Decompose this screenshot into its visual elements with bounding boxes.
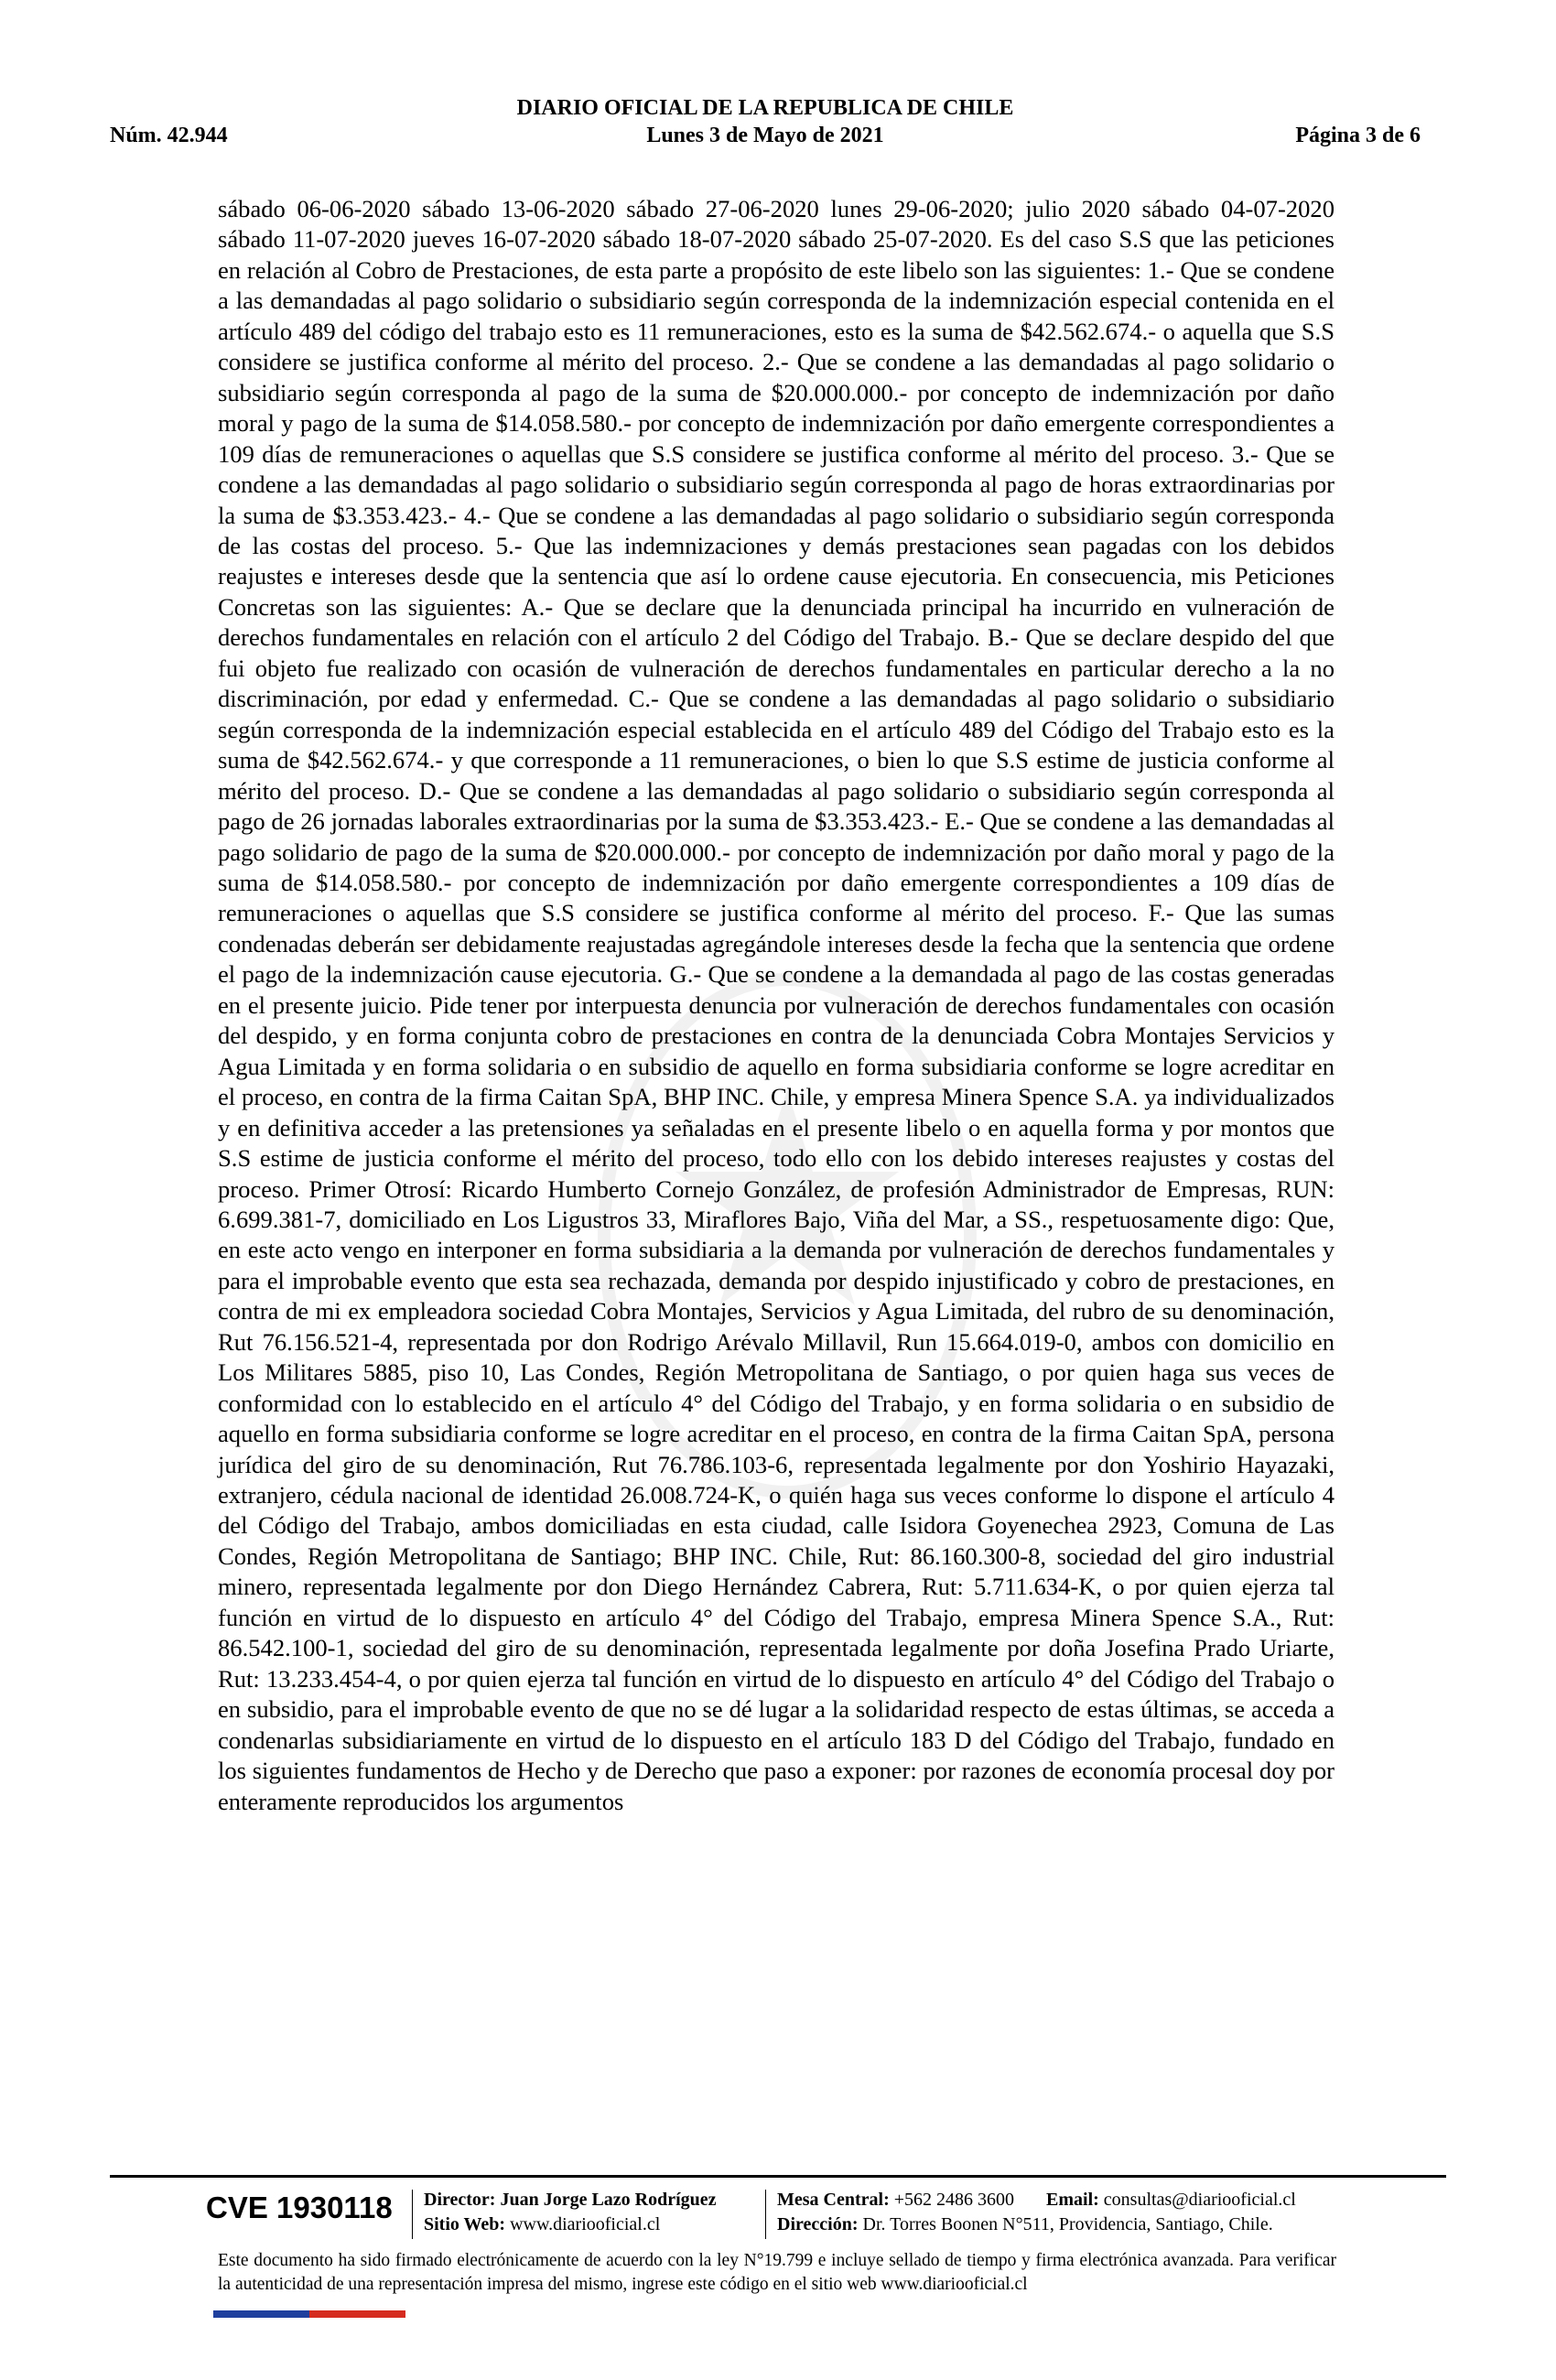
- phone-label: Mesa Central:: [777, 2190, 890, 2210]
- footer-contact-block: [777, 2188, 1296, 2237]
- address-label: Dirección:: [777, 2214, 859, 2234]
- footer-separator: [765, 2190, 766, 2239]
- page-number: Página 3 de 6: [1295, 124, 1421, 147]
- flag-red-segment: [309, 2310, 405, 2318]
- email-label: Email:: [1046, 2190, 1099, 2210]
- body-paragraph: sábado 06-06-2020 sábado 13-06-2020 sábado 27-06-2020 lunes 29-06-2020; julio 2020 sábado 04-07-2020 sábado 11-07-2020 jueves 16-07-2020 sábado 18-07-2020 sábado 25-07-2020. Es del caso S.S que las peticiones en relación al Cobro de Prestaciones, de esta parte a propósito de este libelo son las siguientes: 1.- Que se condene a las demandadas al pago solidario o subsidiario según corresponda de la indemnización especial contenida en el artículo 489 del código del trabajo esto es 11 remuneraciones, esto es la suma de $42.562.674.- o aquella que S.S considere se justifica conforme al mérito del proceso. 2.- Que se condene a las demandadas al pago solidario o subsidiario según corresponda al pago de la suma de $20.000.000.- por concepto de indemnización por daño moral y pago de la suma de $14.058.580.- por concepto de indemnización por daño emergente correspondientes a 109 días de remuneraciones o aquellas que S.S considere se justifica conforme al mérito del proceso. 3.- Que se condene a las demandadas al pago solidario o subsidiario según corresponda al pago de horas extraordinarias por la suma de $3.353.423.- 4.- Que se condene a las demandadas al pago solidario o subsidiario según corresponda de las costas del proceso. 5.- Que las indemnizaciones y demás prestaciones sean pagadas con los debidos reajustes e intereses desde que la sentencia que así lo ordene cause ejecutoria. En consecuencia, mis Peticiones Concretas son las siguientes: A.- Que se declare que la denunciada principal ha incurrido en vulneración de derechos fundamentales en relación con el artículo 2 del Código del Trabajo. B.- Que se declare despido del que fui objeto fue realizado con ocasión de vulneración de derechos fundamentales en particular derecho a la no discriminación, por edad y enfermedad. C.- Que se condene a las demandadas al pago solidario o subsidiario según corresponda de la indemnización especial establecida en el artículo 489 del Código del Trabajo esto es la suma de $42.562.674.- y que corresponde a 11 remuneraciones, o bien lo que S.S estime de justicia conforme al mérito del proceso. D.- Que se condene a las demandadas al pago solidario o subsidiario según corresponda al pago de 26 jornadas laborales extraordinarias por la suma de $3.353.423.- E.- Que se condene a las demandadas al pago solidario de pago de la suma de $20.000.000.- por concepto de indemnización por daño moral y pago de la suma de $14.058.580.- por concepto de indemnización por daño emergente correspondientes a 109 días de remuneraciones o aquellas que S.S considere se justifica conforme al mérito del proceso. F.- Que las sumas condenadas deberán ser debidamente reajustadas agregándole intereses desde la fecha que la sentencia que ordene el pago de la indemnización cause ejecutoria. G.- Que se condene a la demandada al pago de las costas generadas en el presente juicio. Pide tener por interpuesta denuncia por vulneración de derechos fundamentales con ocasión del despido, y en forma conjunta cobro de prestaciones en contra de la denunciada Cobra Montajes Servicios y Agua Limitada y en forma solidaria o en subsidio de aquello en forma subsidiaria conforme se logre acreditar en el proceso, en contra de la firma Caitan SpA, BHP INC. Chile, y empresa Minera Spence S.A. ya individualizados y en definitiva acceder a las pretensiones ya señaladas en el presente libelo o en aquella forma y por montos que S.S estime de justicia conforme el mérito del proceso, todo ello con los debido intereses reajustes y costas del proceso. Primer Otrosí: Ricardo Humberto Cornejo González, de profesión Administrador de Empresas, RUN: 6.699.381-7, domiciliado en Los Ligustros 33, Miraflores Bajo, Viña del Mar, a SS., respetuosamente digo: Que, en este acto vengo en interponer en forma subsidiaria a la demanda por vulneración de derechos fundamentales y para el improbable evento que esta sea rechazada, demanda por despido injustificado y cobro de prestaciones, en contra de mi ex empleadora sociedad Cobra Montajes, Servicios y Agua Limitada, del rubro de su denominación, Rut 76.156.521-4, representada por don Rodrigo Arévalo Millavil, Run 15.664.019-0, ambos con domicilio en Los Militares 5885, piso 10, Las Condes, Región Metropolitana de Santiago, o por quien haga sus veces de conformidad con lo establecido en el artículo 4° del Código del Trabajo, y en forma solidaria o en subsidio de aquello en forma subsidiaria conforme se logre acreditar en el proceso, en contra de la firma Caitan SpA, persona jurídica del giro de su denominación, Rut 76.786.103-6, representada legalmente por don Yoshirio Hayazaki, extranjero, cédula nacional de identidad 26.008.724-K, o quién haga sus veces conforme lo dispone el artículo 4 del Código del Trabajo, ambos domiciliadas en esta ciudad, calle Isidora Goyenechea 2923, Comuna de Las Condes, Región Metropolitana de Santiago; BHP INC. Chile, Rut: 86.160.300-8, sociedad del giro industrial minero, representada legalmente por don Diego Hernández Cabrera, Rut: 5.711.634-K, o por quien ejerza tal función en virtud de lo dispuesto en artículo 4° del Código del Trabajo, empresa Minera Spence S.A., Rut: 86.542.100-1, sociedad del giro de su denominación, representada legalmente por doña Josefina Prado Uriarte, Rut: 13.233.454-4, o por quien ejerza tal función en virtud de lo dispuesto en artículo 4° del Código del Trabajo o en subsidio, para el improbable evento de que no se dé lugar a la solidaridad respecto de estas últimas, se acceda a condenarlas subsidiariamente en virtud de lo dispuesto en el artículo 183 D del Código del Trabajo, fundado en los siguientes fundamentos de Hecho y de Derecho que paso a exponer: por razones de economía procesal doy por enteramente reproducidos los argumentos: [218, 195, 1334, 1815]
- chile-flag-stripe: [213, 2310, 405, 2318]
- issue-number: Núm. 42.944: [110, 124, 228, 147]
- director-label: Director:: [424, 2190, 496, 2210]
- electronic-signature-disclaimer: Este documento ha sido firmado electrónicamente de acuerdo con la ley N°19.799 e incluye sellado de tiempo y firma electrónica avanzada. Para verificar la autenticidad de una representación impresa del mismo, ingrese este código en el sitio web www.diariooficial.cl: [218, 2251, 1336, 2294]
- address-text: Dr. Torres Boonen N°511, Providencia, Santiago, Chile.: [862, 2214, 1273, 2234]
- footer-separator: [412, 2190, 413, 2239]
- phone-number: +562 2486 3600: [893, 2190, 1015, 2210]
- publication-date: Lunes 3 de Mayo de 2021: [646, 124, 884, 147]
- website-label: Sitio Web:: [424, 2214, 506, 2234]
- publication-title: DIARIO OFICIAL DE LA REPUBLICA DE CHILE: [516, 96, 1014, 120]
- footer-divider: [110, 2175, 1446, 2178]
- flag-blue-segment: [213, 2310, 309, 2318]
- email-link[interactable]: consultas@diariooficial.cl: [1103, 2190, 1296, 2210]
- footer-director-block: [424, 2188, 717, 2237]
- cve-code: CVE 1930118: [206, 2191, 393, 2224]
- director-name: Juan Jorge Lazo Rodríguez: [500, 2190, 717, 2210]
- website-link[interactable]: www.diariooficial.cl: [510, 2214, 661, 2234]
